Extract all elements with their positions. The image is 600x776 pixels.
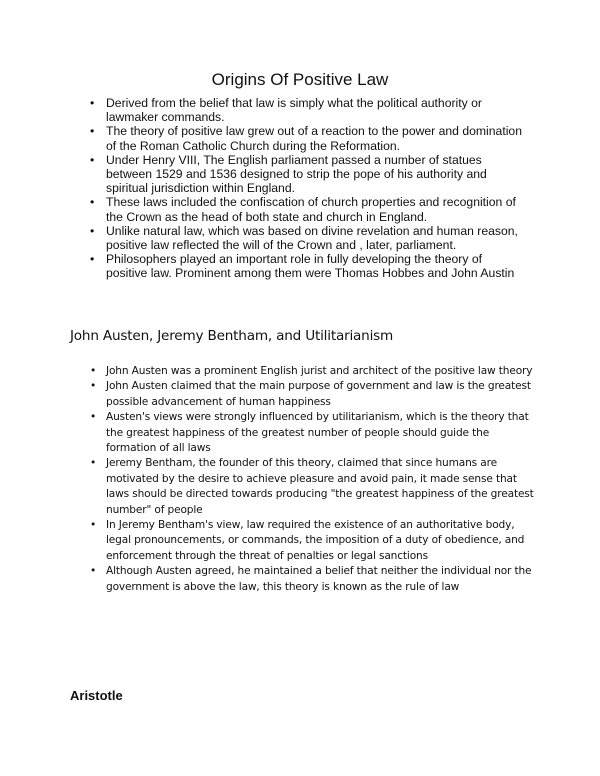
utilitarianism-bullet-list bbox=[106, 364, 536, 595]
section-heading-aristotle: Aristotle bbox=[70, 688, 123, 703]
list-item: • These laws included the confiscation of church properties and recognition of the Crown as the head of both state and church in England. bbox=[106, 195, 526, 223]
positive-law-bullet-list bbox=[106, 96, 526, 281]
list-item: • John Austen was a prominent English jurist and architect of the positive law theory bbox=[106, 364, 536, 379]
list-item: • The theory of positive law grew out of a reaction to the power and domination of the Roman Catholic Church during the Reformation. bbox=[106, 124, 526, 152]
list-item: • Although Austen agreed, he maintained a belief that neither the individual nor the government is above the law, this theory is known as the rule of law bbox=[106, 564, 536, 595]
list-item: • Jeremy Bentham, the founder of this theory, claimed that since humans are motivated by the desire to achieve pleasure and avoid pain, it made sense that laws should be directed towards producing "the greatest happiness of the greatest number" of people bbox=[106, 456, 536, 518]
list-item: • John Austen claimed that the main purpose of government and law is the greatest possible advancement of human happiness bbox=[106, 379, 536, 410]
list-item: • Philosophers played an important role in fully developing the theory of positive law. Prominent among them were Thomas Hobbes and John Austin bbox=[106, 252, 526, 280]
list-item: • Unlike natural law, which was based on divine revelation and human reason, positive law reflected the will of the Crown and , later, parliament. bbox=[106, 224, 526, 252]
list-item: • Under Henry VIII, The English parliament passed a number of statues between 1529 and 1536 designed to strip the pope of his authority and spiritual jurisdiction within England. bbox=[106, 153, 526, 196]
list-item: • In Jeremy Bentham's view, law required the existence of an authoritative body, legal pronouncements, or commands, the imposition of a duty of obedience, and enforcement through the threat of penalties or legal sanctions bbox=[106, 518, 536, 564]
page-title: Origins Of Positive Law bbox=[211, 70, 389, 89]
list-item: • Derived from the belief that law is simply what the political authority or lawmaker commands. bbox=[106, 96, 526, 124]
list-item: • Austen's views were strongly influenced by utilitarianism, which is the theory that the greatest happiness of the greatest number of people should guide the formation of all laws bbox=[106, 410, 536, 456]
section-heading-utilitarianism: John Austen, Jeremy Bentham, and Utilitarianism bbox=[70, 328, 394, 344]
